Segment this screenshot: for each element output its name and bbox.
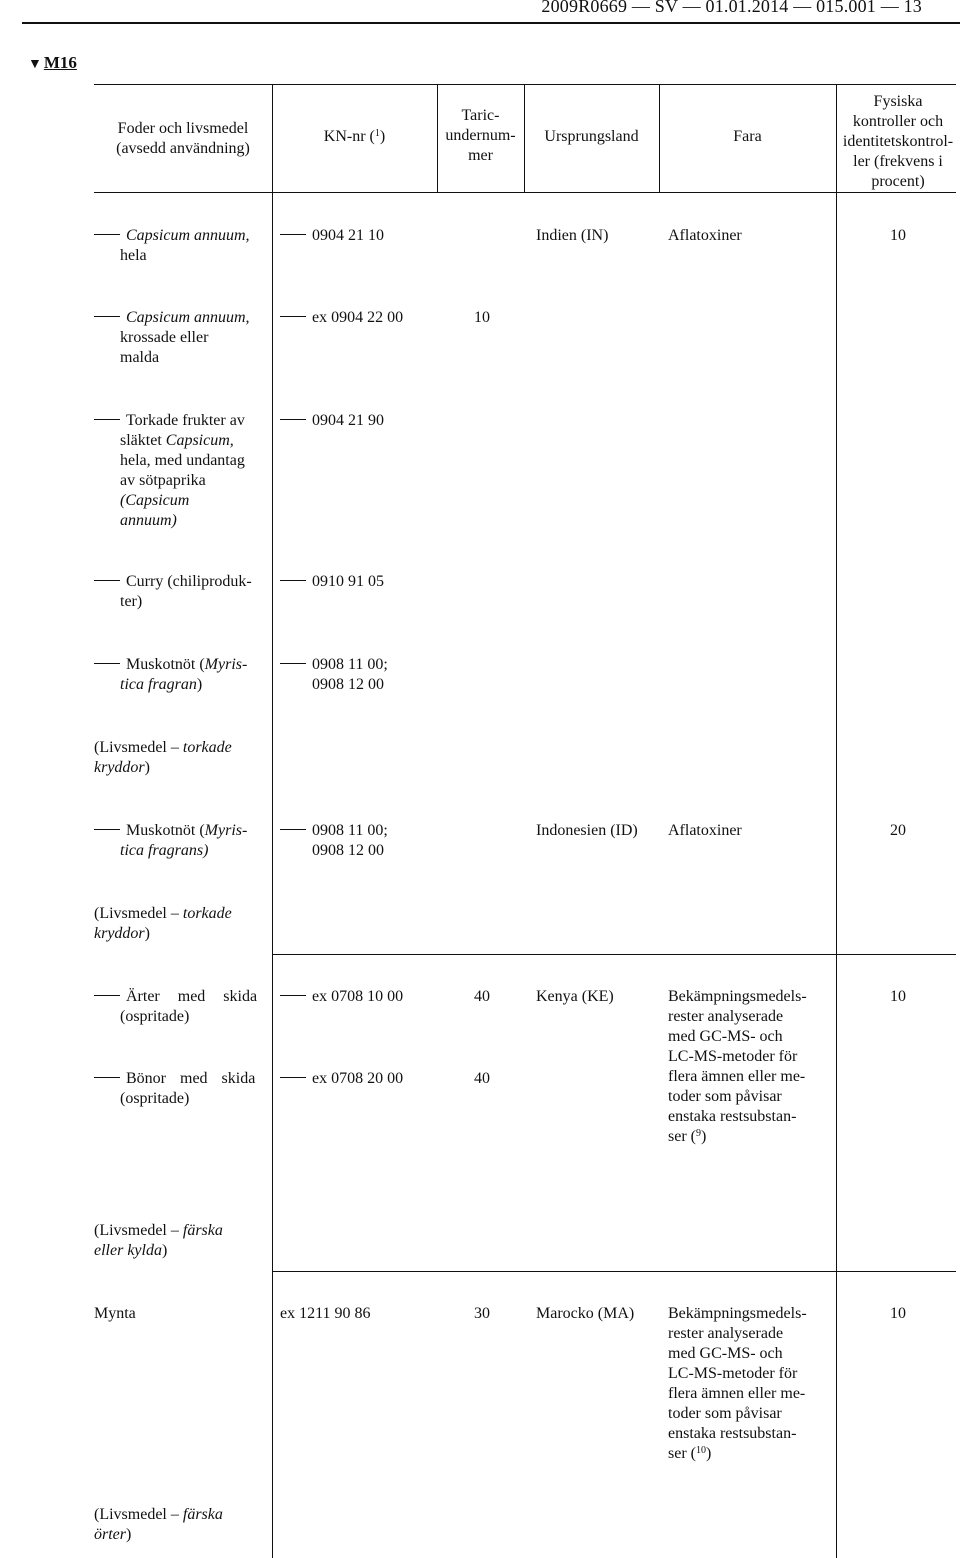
- header-text: Taric-: [461, 107, 500, 124]
- food-text: (Capsicum: [120, 492, 190, 509]
- food-name: ter): [120, 593, 143, 610]
- hazard-text: [668, 987, 828, 1147]
- food-name: [94, 491, 266, 511]
- hazard-text: ser (: [668, 1445, 696, 1462]
- header-text: mer: [468, 147, 493, 164]
- hazard-text: ser (: [668, 1128, 696, 1145]
- food-name: [94, 511, 266, 531]
- usage-text: färska: [182, 1222, 223, 1239]
- table-row: [94, 655, 266, 695]
- kn-value: 0904 21 10: [312, 227, 384, 244]
- hazard-line: med GC-MS- och: [668, 1345, 783, 1362]
- column-header-origin: Ursprungsland: [544, 128, 639, 145]
- usage-note: [94, 738, 254, 778]
- kn-code: [280, 987, 403, 1007]
- food-name: Ärter med skida: [126, 988, 258, 1005]
- taric-code: 30: [474, 1305, 490, 1322]
- amendment-label: M16: [43, 53, 77, 72]
- header-text: ): [379, 128, 386, 145]
- kn-code: [280, 411, 384, 431]
- table-row: [94, 572, 266, 612]
- food-name: Capsicum annuum,: [126, 309, 250, 326]
- dash-mark: [280, 316, 306, 317]
- food-name: [94, 841, 266, 861]
- hazard-line: toder som påvisar: [668, 1405, 782, 1422]
- food-name: hela, med undantag: [120, 452, 245, 469]
- header-rule: [22, 22, 960, 24]
- food-text: Muskotnöt (: [126, 822, 205, 839]
- hazard-line: [668, 1127, 828, 1147]
- footnote-ref: 10: [695, 1445, 706, 1456]
- kn-value: ex 0708 20 00: [312, 1070, 404, 1087]
- header-text: ler (frekvens i: [853, 153, 943, 170]
- table-top-border: [94, 84, 956, 85]
- dash-mark: [280, 234, 306, 235]
- header-text: KN-nr (: [323, 128, 375, 145]
- usage-text: kryddor: [94, 925, 145, 942]
- kn-code: [280, 655, 388, 695]
- dash-mark: [280, 1077, 306, 1078]
- origin-country: Kenya (KE): [536, 988, 614, 1005]
- document-reference: 2009R0669 — SV — 01.01.2014 — 015.001 — 13: [541, 0, 922, 16]
- origin-country: Indien (IN): [536, 227, 609, 244]
- usage-note: [94, 1505, 244, 1545]
- column-divider: [272, 84, 273, 1558]
- header-text: undernum-: [445, 127, 516, 144]
- kn-value: ex 0904 22 00: [312, 309, 404, 326]
- header-text: identitetskontrol-: [842, 133, 954, 150]
- usage-note: [94, 1221, 244, 1261]
- table-row: [94, 1069, 266, 1109]
- hazard-line: [668, 1444, 828, 1464]
- triangle-down-icon: ▼: [28, 57, 42, 72]
- header-text: Foder och livsmedel: [117, 120, 249, 137]
- dash-mark: [280, 419, 306, 420]
- usage-text: kryddor: [94, 759, 145, 776]
- food-text: Muskotnöt (: [126, 656, 205, 673]
- table-row: [94, 821, 266, 861]
- usage-text: ): [144, 759, 150, 776]
- usage-text: ): [161, 1242, 168, 1259]
- hazard-line: Bekämpningsmedels-: [668, 1305, 807, 1322]
- usage-text: (Livsmedel –: [94, 739, 183, 756]
- taric-code: 10: [474, 309, 490, 326]
- hazard-line: rester analyserade: [668, 1325, 784, 1342]
- hazard-line: rester analyserade: [668, 1008, 784, 1025]
- food-name: av sötpaprika: [120, 472, 206, 489]
- dash-mark: [94, 316, 120, 317]
- dash-mark: [94, 663, 120, 664]
- food-name: hela: [120, 247, 147, 264]
- usage-text: (Livsmedel –: [94, 1506, 183, 1523]
- header-text: (avsedd användning): [116, 140, 250, 157]
- column-header-kn: [272, 127, 437, 147]
- header-text: kontroller och: [852, 113, 944, 130]
- hazard-line: LC-MS-metoder för: [668, 1365, 798, 1382]
- footnote-ref: 1: [374, 128, 380, 139]
- amendment-marker: [28, 53, 77, 75]
- table-row: [94, 411, 266, 531]
- hazard-text: Aflatoxiner: [668, 822, 742, 839]
- hazard-line: LC-MS-metoder för: [668, 1048, 798, 1065]
- footnote-ref: 9: [695, 1128, 701, 1139]
- food-name: Bönor med skida: [126, 1070, 256, 1087]
- food-name: Mynta: [94, 1305, 136, 1322]
- taric-code: 40: [474, 1070, 490, 1087]
- dash-mark: [94, 1077, 120, 1078]
- food-name: (ospritade): [120, 1090, 190, 1107]
- food-text: annuum): [120, 512, 177, 529]
- check-frequency: 10: [890, 1305, 906, 1322]
- food-name: krossade eller: [120, 329, 209, 346]
- hazard-line: enstaka restsubstan-: [668, 1425, 797, 1442]
- food-item: [94, 655, 266, 675]
- usage-text: färska: [182, 1506, 223, 1523]
- kn-value: 0904 21 90: [312, 412, 384, 429]
- food-text: Myris-: [204, 656, 248, 673]
- table-row-border: [272, 954, 956, 955]
- food-text: ): [196, 676, 203, 693]
- food-name: malda: [120, 349, 160, 366]
- food-item: [94, 987, 266, 1007]
- kn-code: [280, 308, 403, 328]
- hazard-text: Aflatoxiner: [668, 227, 742, 244]
- food-name: Capsicum annuum,: [126, 227, 250, 244]
- kn-value: 0908 12 00: [312, 676, 384, 693]
- column-header-taric: [437, 106, 524, 166]
- kn-code: [280, 572, 384, 592]
- kn-code: [280, 821, 388, 861]
- hazard-text: ): [700, 1128, 707, 1145]
- hazard-line: flera ämnen eller me-: [668, 1068, 806, 1085]
- dash-mark: [280, 829, 306, 830]
- dash-mark: [94, 234, 120, 235]
- usage-text: torkade: [182, 905, 232, 922]
- column-header-hazard: Fara: [733, 128, 762, 145]
- origin-country: Indonesien (ID): [536, 822, 638, 839]
- hazard-line: med GC-MS- och: [668, 1028, 783, 1045]
- taric-code: 40: [474, 988, 490, 1005]
- hazard-text: [668, 1304, 828, 1464]
- dash-mark: [280, 580, 306, 581]
- hazard-text: ): [705, 1445, 712, 1462]
- kn-code: [280, 1069, 403, 1089]
- table-header-border: [94, 192, 956, 193]
- usage-text: (Livsmedel –: [94, 905, 183, 922]
- food-item: [94, 572, 266, 592]
- dash-mark: [94, 580, 120, 581]
- hazard-line: Bekämpningsmedels-: [668, 988, 807, 1005]
- table-row-border: [272, 1271, 956, 1272]
- column-header-checks: [836, 92, 960, 192]
- usage-text: (Livsmedel –: [94, 1222, 183, 1239]
- table-row: [94, 987, 266, 1027]
- food-name: Torkade frukter av: [126, 412, 245, 429]
- usage-text: ): [144, 925, 150, 942]
- food-text: Capsicum,: [165, 432, 234, 449]
- usage-text: eller kylda: [94, 1242, 162, 1259]
- kn-value: 0908 12 00: [312, 842, 384, 859]
- food-name: (ospritade): [120, 1008, 190, 1025]
- kn-code: ex 1211 90 86: [280, 1305, 371, 1322]
- header-text: Fysiska: [873, 93, 923, 110]
- food-name: [94, 675, 266, 695]
- check-frequency: 10: [890, 988, 906, 1005]
- food-name: Curry (chiliproduk-: [126, 573, 252, 590]
- food-text: tica fragrans): [120, 842, 209, 859]
- dash-mark: [280, 663, 306, 664]
- column-divider: [836, 84, 837, 1558]
- kn-code: [280, 226, 384, 246]
- kn-value: ex 0708 10 00: [312, 988, 404, 1005]
- food-item: [94, 226, 266, 246]
- food-item: [94, 1069, 266, 1089]
- check-frequency: 10: [890, 227, 906, 244]
- check-frequency: 20: [890, 822, 906, 839]
- dash-mark: [94, 829, 120, 830]
- usage-note: [94, 904, 254, 944]
- food-item: [94, 308, 266, 328]
- food-text: Myris-: [204, 822, 248, 839]
- dash-mark: [94, 419, 120, 420]
- food-text: tica fragran: [120, 676, 197, 693]
- hazard-line: enstaka restsubstan-: [668, 1108, 797, 1125]
- origin-country: Marocko (MA): [536, 1305, 635, 1322]
- food-item: [94, 411, 266, 431]
- kn-value: 0910 91 05: [312, 573, 384, 590]
- food-item: [94, 821, 266, 841]
- hazard-line: toder som påvisar: [668, 1088, 782, 1105]
- usage-text: ): [126, 1526, 132, 1543]
- kn-value: 0908 11 00;: [312, 656, 388, 673]
- table-row: [94, 308, 266, 368]
- dash-mark: [280, 995, 306, 996]
- usage-text: örter: [94, 1526, 126, 1543]
- hazard-line: flera ämnen eller me-: [668, 1385, 806, 1402]
- food-text: släktet: [120, 432, 166, 449]
- dash-mark: [94, 995, 120, 996]
- table-row: [94, 226, 266, 266]
- usage-text: torkade: [182, 739, 232, 756]
- kn-value: 0908 11 00;: [312, 822, 388, 839]
- food-name: [94, 431, 266, 451]
- column-header-food: [94, 119, 272, 159]
- header-text: procent): [871, 173, 925, 190]
